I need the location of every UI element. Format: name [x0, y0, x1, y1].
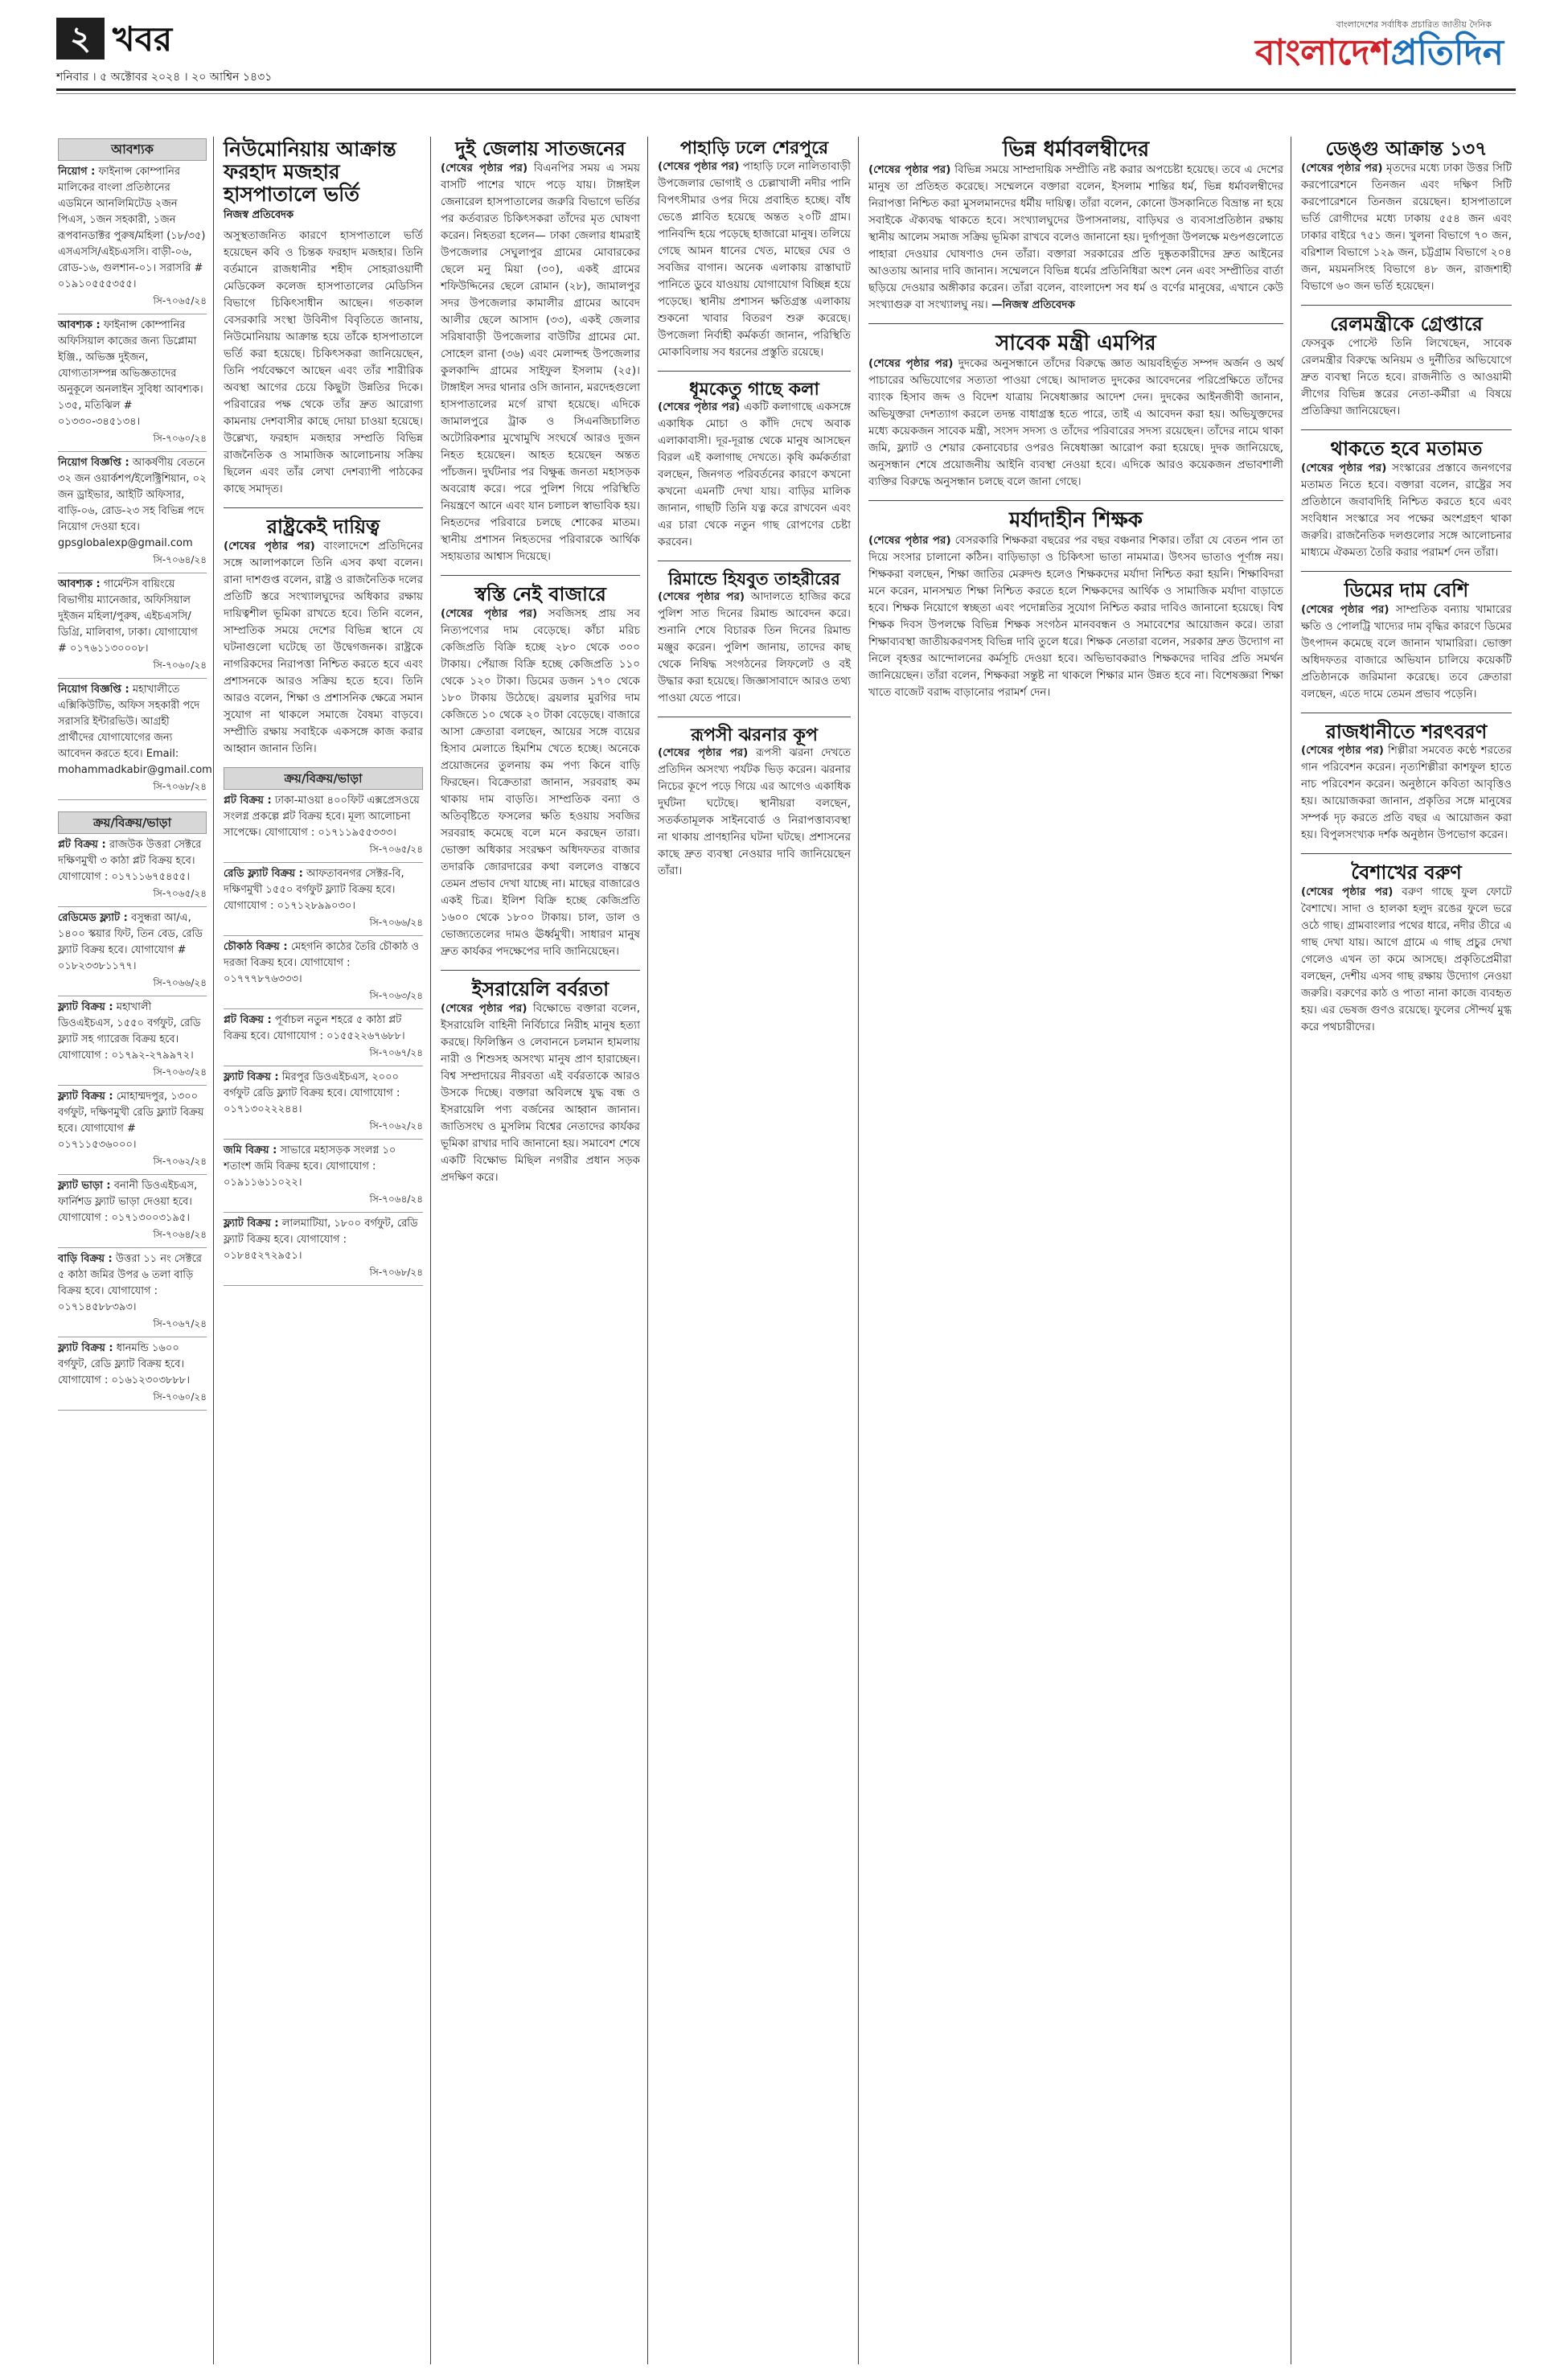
- classified-ad: [58, 314, 207, 452]
- ad-code: সি-৭০৬৪/২৪: [153, 554, 207, 565]
- column-2: [224, 138, 423, 1286]
- classified-header-buy-sell: ক্রয়/বিক্রয়/ভাড়া: [224, 767, 423, 790]
- ad-lead: ফ্ল্যাট বিক্রয় :: [58, 1342, 113, 1354]
- continued-marker: (শেষের পৃষ্ঠার পর): [868, 357, 954, 371]
- ad-body: পূর্বাচল নতুন শহরে ৫ কাঠা প্লট বিক্রয় হবে। যোগাযোগ : ০১৫৫২২৬৭৬৮৮।: [224, 1013, 405, 1042]
- logo-word-bangladesh: বাংলাদেশ: [1255, 32, 1391, 73]
- continued-marker: (শেষের পৃষ্ঠার পর): [1301, 744, 1384, 758]
- ad-body: মহাখালী ডিওএইচএস, ১৫৫০ বর্গফুট, রেডি ফ্ল্যাট সহ গ্যারেজ বিক্রয় হবে। যোগাযোগ : ০১৭৯২-২৭৯৯৭২।: [58, 1001, 201, 1062]
- ad-lead: আবশ্যক :: [58, 578, 101, 590]
- ad-code: সি-৭০৬৬/২৪: [153, 977, 207, 988]
- ad-code: সি-৭০৬৭/২৪: [369, 1046, 423, 1058]
- column-rule: [213, 137, 214, 2364]
- ad-code: সি-৭০৬৬/২৪: [369, 916, 423, 928]
- ad-lead: রেডিমেড ফ্ল্যাট :: [58, 912, 128, 924]
- byline: —নিজস্ব প্রতিবেদক: [991, 298, 1075, 312]
- ad-body: মহাখালীতে এক্সিকিউটিভ, অফিস সহকারী পদে সরাসরি ইন্টারভিউ। আগ্রহী প্রার্থীদের যোগাযোগের জন্য আবেদন করতে হবে। Email: mohammadkabir@gmail.com: [58, 684, 212, 776]
- ad-code: সি-৭০৬৩/২৪: [153, 1066, 207, 1078]
- continued-marker: (শেষের পৃষ্ঠার পর): [441, 1001, 527, 1015]
- column-rule: [430, 137, 431, 2364]
- ad-body: উত্তরা ১১ নং সেক্টরে ৫ কাঠা জমির উপর ৬ তলা বাড়ি বিক্রয় হবে। যোগাযোগ : ০১৭১৪৫৮৮৩৯৩।: [58, 1253, 202, 1313]
- article-divider: [868, 500, 1283, 501]
- continued-marker: (শেষের পৃষ্ঠার পর): [441, 161, 528, 175]
- page-number-badge: ২: [56, 18, 105, 60]
- ad-code: সি-৭০৬০/২৪: [153, 433, 207, 444]
- article-divider: [1301, 571, 1512, 572]
- article-body: [658, 158, 851, 361]
- ad-lead: ফ্ল্যাট বিক্রয় :: [58, 1001, 113, 1013]
- headline-autumn-festival[interactable]: রাজধানীতে শরৎবরণ: [1325, 719, 1488, 743]
- article-body: [1301, 602, 1512, 703]
- column-5: [868, 138, 1283, 701]
- ad-lead: নিয়োগ বিজ্ঞপ্তি :: [58, 457, 129, 469]
- headline-dengue[interactable]: ডেঙ্গু আক্রান্ত ১৩৭: [1325, 137, 1488, 160]
- article-text: বরুণ গাছে ফুল ফোটে বৈশাখে। সাদা ও হালকা হলুদ রঙের ফুলে ভরে ওঠে গাছ। গ্রামবাংলার পথের ধারে, নদীর তীরে এ গাছ দেখা যায়। আগে গ্রামে এ গাছ প্রচুর দেখা গেলেও এখন তা কমে আসছে। প্রকৃতিপ্রেমীরা বলছেন, দেশীয় এসব গাছ রক্ষায় উদ্যোগ নেওয়া জরুরি। বরুণের কাঠ ও পাতা নানা কাজে ব্যবহৃত হয়। এর ভেষজ গুণও রয়েছে। ফুলের সৌন্দর্য মুগ্ধ করে পথচারীদের।: [1301, 885, 1513, 1034]
- classified-ad: [224, 936, 423, 1009]
- article-body: [1301, 742, 1512, 844]
- ad-body: মিরপুর ডিওএইচএস, ২০০০ বর্গফুট রেডি ফ্ল্যাট বিক্রয় হবে। যোগাযোগ : ০১৭১৩০২২২৪৪।: [224, 1070, 400, 1115]
- headline-seven-killed[interactable]: দুই জেলায় সাতজনের: [455, 137, 626, 160]
- ad-code: সি-৭০৬০/২৪: [153, 659, 207, 671]
- classified-ad: [224, 1066, 423, 1140]
- article-text: সাম্প্রতিক বন্যায় খামারের ক্ষতি ও পোলট্রি খাদ্যের দাম বৃদ্ধির কারণে ডিমের উৎপাদন কমেছে বলে জানান খামারিরা। ভোক্তা অধিদফতর বাজারে অভিযান চালিয়ে কয়েকটি প্রতিষ্ঠানকে জরিমানা করেছে। তবে ক্রেতারা বলছেন, এতে দামে তেমন প্রভাব পড়েনি।: [1301, 602, 1513, 700]
- headline-state-responsibility[interactable]: রাষ্ট্রকেই দায়িত্ব: [266, 515, 380, 538]
- article-divider: [1301, 305, 1512, 306]
- continued-marker: (শেষের পৃষ্ঠার পর): [868, 163, 951, 177]
- ad-code: সি-৭০৬৩/২৪: [369, 989, 423, 1001]
- classified-header-wanted: আবশ্যক: [58, 138, 207, 161]
- byline: নিজস্ব প্রতিবেদক: [224, 209, 294, 221]
- article-body: [868, 532, 1283, 701]
- ad-lead: আবশ্যক :: [58, 319, 101, 331]
- classified-ads-column: [58, 138, 212, 1411]
- ad-body: ঢাকা-মাওয়া ৪০০ফিট এক্সপ্রেসওয়ে সংলগ্ন প্রকল্পে প্লট বিক্রয় হবে। মূল্য আলোচনা সাপেক্ষে। যোগাযোগ : ০১৭১১৯৫৫৩৩৩।: [224, 794, 420, 839]
- article-text: বাংলাদেশে প্রতিদিনের সঙ্গে আলাপকালে তিনি এসব কথা বলেন। রানা দাশগুপ্ত বলেন, রাষ্ট্র ও রাজনৈতিক দলের প্রতিটি স্তরে সংখ্যালঘুদের অধিকার রক্ষায় দায়িত্বশীল ভূমিকা রাখতে হবে। তিনি বলেন, সাম্প্রতিক সময়ে দেশের বিভিন্ন স্থানে যে ঘটনাগুলো ঘটেছে তা উদ্বেগজনক। রাষ্ট্রকে নাগরিকদের নিরাপত্তা নিশ্চিত করতে হবে এবং প্রশাসনকে আরও সক্রিয় হতে হবে। তিনি আরও বলেন, শিক্ষা ও প্রশাসনিক ক্ষেত্রে সমান সুযোগ না থাকলে সমাজে বৈষম্য বাড়বে। সম্প্রীতি রক্ষায় সবাইকে একসঙ্গে কাজ করার আহ্বান জানান তিনি।: [224, 539, 423, 755]
- ad-lead: ফ্ল্যাট বিক্রয় :: [224, 1070, 279, 1083]
- article-body: [441, 606, 640, 960]
- ad-body: ফাইনান্স কোম্পানির অফিসিয়াল কাজের জন্য ডিপ্লোমা ইঞ্জি., অভিজ্ঞ দুইজন, যোগ্যতাসম্পন্ন অভিজ্ঞতাদের অনুকূলে অনলাইন সুবিধা আবশ্যক। ১৩৫, মতিঝিল # ০১৩৩০-৩৪৫১৩৪।: [58, 319, 203, 428]
- continued-marker: (শেষের পৃষ্ঠার পর): [868, 534, 951, 548]
- continued-marker: (শেষের পৃষ্ঠার পর): [658, 746, 749, 760]
- column-6: [1301, 138, 1512, 1036]
- continued-marker: (শেষের পৃষ্ঠার পর): [658, 159, 740, 173]
- article-text: শিল্পীরা সমবেত কণ্ঠে শরতের গান পরিবেশন করেন। নৃত্যশিল্পীরা কাশফুল হাতে নাচ পরিবেশন করেন। অনুষ্ঠানে কবিতা আবৃত্তিও হয়। আয়োজকরা জানান, প্রকৃতির সঙ্গে মানুষের সম্পর্ক দৃঢ় করতে প্রতি বছর এ আয়োজন করা হয়। বিপুলসংখ্যক দর্শক অনুষ্ঠান উপভোগ করেন।: [1301, 744, 1513, 842]
- ad-lead: বাড়ি বিক্রয় :: [58, 1253, 113, 1265]
- article-divider: [224, 507, 423, 508]
- ad-body: আকর্ষণীয় বেতনে ৩২ জন ওয়ার্কশপ/ইলেক্ট্রিশিয়ান, ০২ জন ড্রাইভার, আইটি অফিসার, বাড়ি-০৬, রোড-২৩ সহ বিভিন্ন পদে নিয়োগ দেওয়া হবে। gpsglobalexp@gmail.com: [58, 457, 207, 549]
- headline-no-relief-market[interactable]: স্বস্তি নেই বাজারে: [474, 581, 606, 606]
- headline-baishakh-barun[interactable]: বৈশাখের বরুণ: [1351, 860, 1462, 885]
- article-body: [868, 355, 1283, 491]
- logo-word-protidin: প্রতিদিন: [1390, 32, 1504, 73]
- continued-marker: (শেষের পৃষ্ঠার পর): [658, 400, 741, 414]
- classified-ad: [58, 1248, 207, 1337]
- article-text: দুদকের অনুসন্ধানে তাঁদের বিরুদ্ধে জ্ঞাত আয়বহির্ভূত সম্পদ অর্জন ও অর্থ পাচারের অভিযোগের সত্যতা পাওয়া গেছে। আদালত দুদকের আবেদনের পরিপ্রেক্ষিতে তাঁদের ব্যাংক হিসাব জব্দ ও বিদেশ যাত্রায় নিষেধাজ্ঞার আদেশ দেন। দুদকের আইনজীবী জানান, অভিযুক্তরা দেশত্যাগ করলে তদন্ত বাধাগ্রস্ত হতে পারে, তাই এ আবেদন করা হয়। অভিযুক্তদের মধ্যে কয়েকজন সাবেক মন্ত্রী, সংসদ সদস্য ও তাঁদের পরিবারের সদস্য রয়েছেন। তাঁদের নামে থাকা জমি, ফ্ল্যাট ও শেয়ার কেনাবেচার ওপরও নিষেধাজ্ঞা আরোপ করা হয়েছে। দুদক জানিয়েছে, অনুসন্ধান শেষে প্রয়োজনীয় আইনি ব্যবস্থা নেওয়া হবে। এদিকে আরও কয়েকজন প্রভাবশালী ব্যক্তির বিরুদ্ধে অনুসন্ধান চলছে বলে জানা গেছে।: [868, 357, 1284, 489]
- ad-lead: প্লট বিক্রয় :: [224, 794, 272, 807]
- ad-body: সাভারে মহাসড়ক সংলগ্ন ১০ শতাংশ জমি বিক্রয় হবে। যোগাযোগ : ০১৯১১৬১১০২২।: [224, 1144, 396, 1189]
- ad-code: সি-৭০৬৫/২৪: [153, 295, 207, 306]
- ad-lead: রেডি ফ্ল্যাট বিক্রয় :: [224, 867, 303, 880]
- column-rule: [858, 137, 859, 2364]
- ad-lead: প্লট বিক্রয় :: [58, 839, 106, 851]
- article-text: বিএনপির সময় এ সময় বাসটি পাশের খাদে পড়ে যায়। টাঙ্গাইল জেনারেল হাসপাতালের জরুরি বিভাগে ভর্তির পর কর্তব্যরত চিকিৎসকরা তাঁদের মৃত ঘোষণা করেন। নিহতরা হলেন— ঢাকা জেলার ধামরাই উপজেলার সেঘুলাপুর গ্রামের মোবারকের ছেলে মনু মিয়া (৩০), একই গ্রামের শফিউদ্দিনের ছেলে রোমান (২৮), জামালপুর সদর উপজেলার কামালীর গ্রামের আবেদ আলীর ছেলে আসাদ (৩৩), একই জেলার সরিষাবাড়ী উপজেলার বাউটির গ্রামের মো. সোহেল রানা (৩৬) এবং মেলান্দহ উপজেলার কুলকান্দি গ্রামের সাইফুল ইসলাম (২৫)। টাঙ্গাইল সদর থানার ওসি জানান, মরদেহগুলো হাসপাতালের মর্গে রাখা হয়েছে। এদিকে জামালপুরে ট্রাক ও সিএনজিচালিত অটোরিকশার মুখোমুখি সংঘর্ষে আরও দুজন নিহত হয়েছেন। আহত হয়েছেন অন্তত পাঁচজন। দুর্ঘটনার পর বিক্ষুব্ধ জনতা মহাসড়ক অবরোধ করে। পরে পুলিশ গিয়ে পরিস্থিতি নিয়ন্ত্রণে আনে এবং যান চলাচল স্বাভাবিক হয়। নিহতদের পরিবারে চলছে শোকের মাতম। স্থানীয় প্রশাসন নিহতদের পরিবারকে আর্থিক সহায়তার আশ্বাস দিয়েছে।: [441, 161, 640, 563]
- ad-lead: ফ্ল্যাট বিক্রয় :: [224, 1217, 279, 1230]
- classified-ad: [58, 1086, 207, 1175]
- article-body: [441, 1000, 640, 1186]
- ad-code: সি-৭০৬৪/২৪: [153, 1229, 207, 1240]
- headline-other-faiths[interactable]: ভিন্ন ধর্মাবলম্বীদের: [1002, 138, 1150, 162]
- article-text: বিভিন্ন সময়ে সাম্প্রদায়িক সম্প্রীতি নষ্ট করার অপচেষ্টা হয়েছে। তবে এ দেশের মানুষ তা প্রতিহত করেছে। সম্মেলনে বক্তারা বলেন, ইসলাম শান্তির ধর্ম, ভিন্ন ধর্মাবলম্বীদের নিরাপত্তা নিশ্চিত করা মুসলমানদের ধর্মীয় দায়িত্ব। তাঁরা বলেন, কোনো উসকানিতে বিভ্রান্ত না হয়ে সবাইকে ঐক্যবদ্ধ থাকতে হবে। সংখ্যালঘুদের উপাসনালয়, বাড়িঘর ও ব্যবসাপ্রতিষ্ঠান রক্ষায় স্থানীয় আলেম সমাজ সক্রিয় ভূমিকা রাখবে বলেও জানানো হয়। দুর্গাপূজা উপলক্ষে মণ্ডপগুলোতে পাহারা দেওয়ার ঘোষণাও দেন তাঁরা। বক্তারা সরকারের প্রতি দুষ্কৃতকারীদের দ্রুত আইনের আওতায় আনার দাবি জানান। সম্মেলনে বিভিন্ন ধর্মের প্রতিনিধিরা অংশ নেন এবং সম্প্রীতির বার্তা ছড়িয়ে দেওয়ার অঙ্গীকার করেন। তাঁরা বলেন, বাংলাদেশ সব ধর্ম ও বর্ণের মানুষের, এখানে কেউ সংখ্যাগুরু বা সংখ্যালঘু নয়।: [868, 163, 1283, 312]
- ad-code: সি-৭০৬৭/২৪: [153, 1318, 207, 1329]
- article-body: ফেসবুক পোস্টে তিনি লিখেছেন, সাবেক রেলমন্ত্রীর বিরুদ্ধে অনিয়ম ও দুর্নীতির অভিযোগে দ্রুত ব্যবস্থা নিতে হবে। রাজনীতি ও আওয়ামী লীগের বিভিন্ন স্তরের নেতা-কর্মীরা এ বিষয়ে প্রতিক্রিয়া জানিয়েছেন।: [1301, 336, 1512, 417]
- article-text: রূপসী ঝরনা দেখতে প্রতিদিন অসংখ্য পর্যটক ভিড় করেন। ঝরনার নিচের কূপে পড়ে গিয়ে এর আগেও একাধিক দুর্ঘটনা ঘটেছে। স্থানীয়রা বলছেন, সতর্কতামূলক সাইনবোর্ড ও নিরাপত্তাব্যবস্থা না থাকায় প্রাণহানির ঘটনা ঘটছে। প্রশাসনের কাছে দ্রুত ব্যবস্থা নেওয়ার দাবি জানিয়েছেন তাঁরা।: [658, 746, 851, 878]
- ad-body: বনানী ডিওএইচএস, ফার্নিশড ফ্ল্যাট ভাড়া দেওয়া হবে। যোগাযোগ : ০১৭১৩০০৩১৯৫।: [58, 1180, 198, 1224]
- headline-former-ministers[interactable]: সাবেক মন্ত্রী এমপির: [995, 331, 1156, 356]
- ad-body: আফতাবনগর সেক্টর-বি, দক্ষিণমুখী ১৫৫০ বর্গফুট ফ্ল্যাট বিক্রয় হবে। যোগাযোগ : ০১৭১২৮৯৯০৩০।: [224, 867, 404, 912]
- ad-code: সি-৭০৬৮/২৪: [153, 781, 207, 792]
- article-body: [224, 538, 423, 758]
- ad-lead: জমি বিক্রয় :: [224, 1144, 277, 1156]
- headline-remand[interactable]: রিমান্ডে হিযবুত তাহরীরের: [668, 569, 840, 589]
- classified-ad: [224, 790, 423, 863]
- article-body: [1301, 460, 1512, 561]
- headline-opinion-needed[interactable]: থাকতে হবে মতামত: [1330, 436, 1483, 460]
- ad-lead: চৌকাঠ বিক্রয় :: [224, 940, 288, 953]
- article-body: [658, 589, 851, 707]
- ad-body: রাজউক উত্তরা সেক্টরে দক্ষিণমুখী ৩ কাঠা প্লট বিক্রয় হবে। যোগাযোগ : ০১৭১১৬৭৫৪৫৫।: [58, 839, 202, 883]
- ad-body: বসুন্ধরা আ/এ, ১৪০০ স্কয়ার ফিট, তিন বেড, রেডি ফ্ল্যাট বিক্রয় হবে। যোগাযোগ # ০১৮২৩৩৮১১৭৭।: [58, 912, 203, 972]
- article-body: অসুস্থতাজনিত কারণে হাসপাতালে ভর্তি হয়েছেন কবি ও চিন্তক ফরহাদ মজহার। তিনি বর্তমানে রাজধানীর শহীদ সোহরাওয়ার্দী মেডিকেল কলেজ হাসপাতালের মেডিসিন বিভাগে চিকিৎসাধীন আছেন। গতকাল বেসরকারি সংস্থা উবিনীগ বিবৃতিতে জানায়, নিউমোনিয়ায় আক্রান্ত হয়ে তাঁকে হাসপাতালে ভর্তি করা হয়েছে। চিকিৎসকরা জানিয়েছেন, তিনি পর্যবেক্ষণে আছেন এবং তাঁর শারীরিক অবস্থা আগের চেয়ে কিছুটা উন্নতির দিকে। পরিবারের পক্ষ থেকে তাঁর দ্রুত আরোগ্য কামনায় দেশবাসীর কাছে দোয়া চাওয়া হয়েছে। উল্লেখ্য, ফরহাদ মজহার সম্প্রতি বিভিন্ন রাজনৈতিক ও সামাজিক আলোচনায় সক্রিয় ছিলেন এবং তাঁর লেখা দেশব্যাপী পাঠকের কাছে সমাদৃত।: [224, 229, 423, 495]
- classified-ad: [58, 573, 207, 679]
- continued-marker: (শেষের পৃষ্ঠার পর): [1301, 461, 1387, 474]
- ad-code: সি-৭০৬২/২৪: [153, 1156, 207, 1167]
- ad-body: লালমাটিয়া, ১৮০০ বর্গফুট, রেডি ফ্ল্যাট বিক্রয় হবে। যোগাযোগ : ০১৮৪৫২৭২৯৫১।: [224, 1217, 418, 1262]
- article-divider: [1301, 853, 1512, 854]
- continued-marker: (শেষের পৃষ্ঠার পর): [1301, 602, 1389, 616]
- article-text: একটি কলাগাছে একসঙ্গে একাধিক মোচা ও কাঁদি দেখে অবাক এলাকাবাসী। দূর-দূরান্ত থেকে মানুষ আসছেন বিরল এই কলাগাছ দেখতে। কৃষি কর্মকর্তারা বলছেন, জিনগত পরিবর্তনের কারণে কখনো কখনো এমনটি দেখা যায়। বাড়ির মালিক জানান, গাছটি তিনি যত্ন করে রাখবেন এবং এর চারা থেকে নতুন গাছ রোপণের চেষ্টা করবেন।: [658, 400, 852, 549]
- classified-ad: [58, 1337, 207, 1411]
- ad-body: ধানমন্ডি ১৬০০ বর্গফুট, রেডি ফ্ল্যাট বিক্রয় হবে। যোগাযোগ : ০১৬১২৩০৩৮৮৮।: [58, 1342, 191, 1386]
- article-text: আদালতে হাজির করে পুলিশ সাত দিনের রিমান্ড আবেদন করে। শুনানি শেষে বিচারক তিন দিনের রিমান্ড মঞ্জুর করেন। পুলিশ জানায়, তাদের কাছ থেকে নিষিদ্ধ সংগঠনের লিফলেট ও বই উদ্ধার করা হয়েছে। জিজ্ঞাসাবাদে আরও তথ্য পাওয়া যেতে পারে।: [658, 589, 852, 704]
- article-divider: [658, 371, 851, 372]
- page-section-label: খবর: [113, 19, 173, 59]
- ad-body: মেহগনি কাঠের তৈরি চৌকাঠ ও দরজা বিক্রয় হবে। যোগাযোগ : ০১৭৭৭৮৭৬৩৩৩।: [224, 940, 420, 985]
- article-body: [1301, 884, 1512, 1036]
- classified-ad: [58, 161, 207, 314]
- ad-code: সি-৭০৬৫/২৪: [153, 888, 207, 899]
- article-body: [658, 399, 851, 551]
- masthead-tagline: বাংলাদেশের সর্বাধিক প্রচারিত জাতীয় দৈনিক: [1336, 19, 1492, 30]
- ad-code: সি-৭০৬৮/২৪: [369, 1266, 423, 1278]
- article-body: [868, 162, 1283, 314]
- classified-ads-box: [224, 767, 423, 1286]
- ad-lead: নিয়োগ :: [58, 166, 96, 178]
- classified-ad: [58, 996, 207, 1086]
- article-text: সবজিসহ প্রায় সব নিত্যপণ্যের দাম বেড়েছে। কাঁচা মরিচ কেজিপ্রতি বিক্রি হচ্ছে ২৮০ থেকে ৩০০ টাকায়। পেঁয়াজ বিক্রি হচ্ছে কেজিপ্রতি ১১০ থেকে ১২০ টাকা। ডিমের ডজন ১৭০ থেকে ১৮০ টাকায় উঠেছে। ব্রয়লার মুরগির দাম কেজিতে ১০ থেকে ২০ টাকা বেড়েছে। বাজারে আসা ক্রেতারা বলছেন, আয়ের সঙ্গে ব্যয়ের হিসাব মেলাতে হিমশিম খেতে হচ্ছে। অনেকে প্রয়োজনের তুলনায় কম পণ্য কিনে বাড়ি ফিরছেন। বিক্রেতারা জানান, সরবরাহ কম থাকায় দাম বাড়তি। সাম্প্রতিক বন্যা ও অতিবৃষ্টিতে ফসলের ক্ষতি হওয়ায় সবজির সরবরাহ কমেছে বলে মনে করছেন তারা। ভোক্তা অধিকার সংরক্ষণ অধিদফতর বাজার তদারকি জোরদারের কথা বললেও বাস্তবে তেমন প্রভাব দেখা যাচ্ছে না। মাছের বাজারেও একই চিত্র। ইলিশ বিক্রি হচ্ছে কেজিপ্রতি ১৬০০ থেকে ১৮০০ টাকায়। চাল, ডাল ও ভোজ্যতেলের দামও ঊর্ধ্বমুখী। সাধারণ মানুষ দ্রুত কার্যকর পদক্ষেপের দাবি জানিয়েছেন।: [441, 606, 641, 958]
- classified-ad: [224, 1009, 423, 1066]
- article-divider: [441, 575, 640, 576]
- ad-body: ফাইনান্স কোম্পানির মালিকের বাংলা প্রতিষ্ঠানের এডমিনে আনলিমিটেড ২জন পিএস, ১জন সহকারী, ১জন রূপবানডাক্টর পুরুষ/মহিলা (১৮/৩৫) এসএসসি/এইচএসসি। বাড়ী-০৬, রোড-১৬, গুলশান-০১। সরাসরি # ০১৯১০৫৫৫৩৫৫।: [58, 166, 206, 290]
- article-text: বেসরকারি শিক্ষকরা বছরের পর বছর বঞ্চনার শিকার। তাঁরা যে বেতন পান তা দিয়ে সংসার চালানো কঠিন। বাড়িভাড়া ও চিকিৎসা ভাতা নামমাত্র। উৎসব ভাতাও পূর্ণাঙ্গ নয়। শিক্ষকরা বলছেন, শিক্ষা জাতির মেরুদণ্ড হলেও শিক্ষকদের মর্যাদা নিশ্চিত করা হয়নি। শিক্ষাবিদরা মনে করেন, মানসম্মত শিক্ষা নিশ্চিত করতে হলে শিক্ষকদের আর্থিক ও সামাজিক মর্যাদা বাড়াতে হবে। শিক্ষক নিয়োগে স্বচ্ছতা এবং পদোন্নতির সুযোগ নিশ্চিত করার দাবিও জানানো হয়েছে। বিশ্ব শিক্ষক দিবস উপলক্ষে বিভিন্ন শিক্ষক সংগঠন মানববন্ধন ও সমাবেশের আয়োজন করে। তারা শিক্ষাব্যবস্থা জাতীয়করণসহ বিভিন্ন দাবি তুলে ধরে। শিক্ষক নেতারা বলেন, সরকার দ্রুত উদ্যোগ না নিলে বৃহত্তর আন্দোলনের কর্মসূচি দেওয়া হবে। অভিভাবকরাও শিক্ষকদের দাবির প্রতি সমর্থন জানিয়েছেন। তাঁরা বলেন, শিক্ষকরা সন্তুষ্ট না থাকলে শিক্ষার মান উন্নত হবে না। বিশেষজ্ঞরা শিক্ষা খাতে বাজেট বরাদ্দ বাড়ানোর পরামর্শ দেন।: [868, 534, 1284, 700]
- column-3: [441, 138, 640, 1186]
- ad-body: গার্মেন্টস বায়িংয়ে বিভাগীয় ম্যানেজার, অফিসিয়াল দুইজন মহিলা/পুরুষ, এইচএসসি/ডিগ্রি, মালিবাগ, ঢাকা। যোগাযোগ # ০১৭৬১১৩০০০৮।: [58, 578, 198, 655]
- ad-body: মোহাম্মদপুর, ১৩০০ বর্গফুট, দক্ষিণমুখী রেডি ফ্ল্যাট বিক্রয় হবে। যোগাযোগ # ০১৭১১৫৩৬০০০।: [58, 1090, 204, 1151]
- classified-ad: [58, 1175, 207, 1248]
- ad-code: সি-৭০৬৫/২৪: [369, 843, 423, 855]
- article-divider: [868, 323, 1283, 324]
- article-divider: [1301, 429, 1512, 430]
- masthead-rule-thin: [56, 93, 1516, 94]
- article-text: সংস্কারের প্রস্তাবে জনগণের মতামত নিতে হবে। বক্তারা বলেন, রাষ্ট্রের সব প্রতিষ্ঠানে জবাবদিহি নিশ্চিত করতে হবে এবং সংবিধান সংস্কারে সব পক্ষের অংশগ্রহণ থাকা জরুরি। রাজনৈতিক দলগুলোর সঙ্গে আলোচনার মাধ্যমে ঐকমত্য তৈরি করার পরামর্শ দেন তাঁরা।: [1301, 461, 1512, 559]
- article-text: মৃতদের মধ্যে ঢাকা উত্তর সিটি করপোরেশনে তিনজন এবং দক্ষিণ সিটি করপোরেশনে তিনজন রয়েছেন। হাসপাতালে ভর্তি রোগীদের মধ্যে ঢাকায় ৫৫৪ জন এবং ঢাকার বাইরে ৭৫১ জন। খুলনা বিভাগে ৭০ জন, বরিশাল বিভাগে ১২৯ জন, চট্টগ্রাম বিভাগে ২০৪ জন, ময়মনসিংহ বিভাগে ৪৮ জন, রাজশাহী বিভাগে ৬০ জন ভর্তি হয়েছেন।: [1301, 161, 1512, 293]
- article-text: পাহাড়ি ঢলে নালিতাবাড়ী উপজেলার ভোগাই ও চেল্লাখালী নদীর পানি বিপৎসীমার ওপর দিয়ে প্রবাহিত হচ্ছে। বাঁধ ভেঙে প্লাবিত হয়েছে অন্তত ২০টি গ্রাম। পানিবন্দি হয়ে পড়েছে হাজারো মানুষ। তলিয়ে গেছে আমন ধানের খেত, মাছের ঘের ও সবজির বাগান। অনেক এলাকায় রাস্তাঘাট পানিতে ডুবে যাওয়ায় যোগাযোগ বিচ্ছিন্ন হয়ে পড়েছে। স্থানীয় প্রশাসন ক্ষতিগ্রস্ত এলাকায় শুকনো খাবার বিতরণ শুরু করেছে। উপজেলা নির্বাহী কর্মকর্তা জানান, পরিস্থিতি মোকাবিলায় সব ধরনের প্রস্তুতি রয়েছে।: [658, 159, 851, 359]
- ad-lead: ফ্ল্যাট বিক্রয় :: [58, 1090, 113, 1103]
- classified-ad: [224, 1140, 423, 1213]
- article-text: বিক্ষোভে বক্তারা বলেন, ইসরায়েলি বাহিনী নির্বিচারে নিরীহ মানুষ হত্যা করছে। ফিলিস্তিন ও লেবাননে চলমান হামলায় নারী ও শিশুসহ অসংখ্য মানুষ প্রাণ হারাচ্ছেন। বিশ্ব সম্প্রদায়ের নীরবতা এই বর্বরতাকে আরও উসকে দিচ্ছে। বক্তারা অবিলম্বে যুদ্ধ বন্ধ ও ইসরায়েলি পণ্য বর্জনের আহ্বান জানান। জাতিসংঘ ও মুসলিম বিশ্বের নেতাদের কার্যকর ভূমিকা রাখার দাবি জানানো হয়। সমাবেশ শেষে একটি বিক্ষোভ মিছিল নগরীর প্রধান সড়ক প্রদক্ষিণ করে।: [441, 1001, 641, 1184]
- headline-egg-price[interactable]: ডিমের দাম বেশি: [1344, 577, 1469, 602]
- masthead-logo: [1182, 29, 1504, 77]
- article-body: [441, 160, 640, 565]
- article-body: [658, 745, 851, 880]
- headline-railway-minister[interactable]: রেলমন্ত্রীকে গ্রেপ্তারে: [1330, 311, 1483, 335]
- classified-header-buy-sell: ক্রয়/বিক্রয়/ভাড়া: [58, 811, 207, 834]
- classified-ad: [58, 452, 207, 573]
- column-4: [658, 138, 851, 880]
- headline-waterfall-well[interactable]: রূপসী ঝরনার কূপ: [691, 724, 818, 745]
- column-rule: [647, 137, 648, 2364]
- classified-ad: [58, 834, 207, 907]
- classified-ad: [224, 863, 423, 936]
- ad-lead: নিয়োগ বিজ্ঞপ্তি :: [58, 684, 129, 696]
- continued-marker: (শেষের পৃষ্ঠার পর): [1301, 885, 1394, 899]
- headline-teachers[interactable]: মর্যাদাহীন শিক্ষক: [1009, 508, 1143, 533]
- continued-marker: (শেষের পৃষ্ঠার পর): [1301, 161, 1383, 175]
- article-divider: [441, 970, 640, 971]
- ad-lead: ফ্ল্যাট ভাড়া :: [58, 1180, 111, 1192]
- article-body: [1301, 160, 1512, 295]
- continued-marker: (শেষের পৃষ্ঠার পর): [224, 539, 315, 552]
- headline-israeli-brutality[interactable]: ইসরায়েলি বর্বরতা: [471, 976, 610, 1000]
- masthead-rule: [56, 88, 1516, 91]
- classified-ad: [224, 1213, 423, 1286]
- ad-code: সি-৭০৬০/২৪: [153, 1391, 207, 1403]
- headline-comet-banana[interactable]: ধূমকেতু গাছে কলা: [689, 378, 819, 400]
- classified-ad: [58, 907, 207, 996]
- ad-lead: প্লট বিক্রয় :: [224, 1013, 272, 1026]
- classified-ad: [58, 679, 212, 800]
- continued-marker: (শেষের পৃষ্ঠার পর): [658, 589, 745, 603]
- dateline: শনিবার । ৫ অক্টোবর ২০২৪ । ২০ আশ্বিন ১৪৩১: [56, 71, 273, 84]
- headline-farhad-mazhar[interactable]: নিউমোনিয়ায় আক্রান্ত ফরহাদ মজহার হাসপাতালে ভর্তি: [224, 138, 396, 206]
- ad-code: সি-৭০৬৪/২৪: [369, 1193, 423, 1205]
- headline-sherpur-flood[interactable]: পাহাড়ি ঢলে শেরপুরে: [679, 138, 829, 158]
- continued-marker: (শেষের পৃষ্ঠার পর): [441, 606, 538, 620]
- ad-code: সি-৭০৬২/২৪: [369, 1119, 423, 1132]
